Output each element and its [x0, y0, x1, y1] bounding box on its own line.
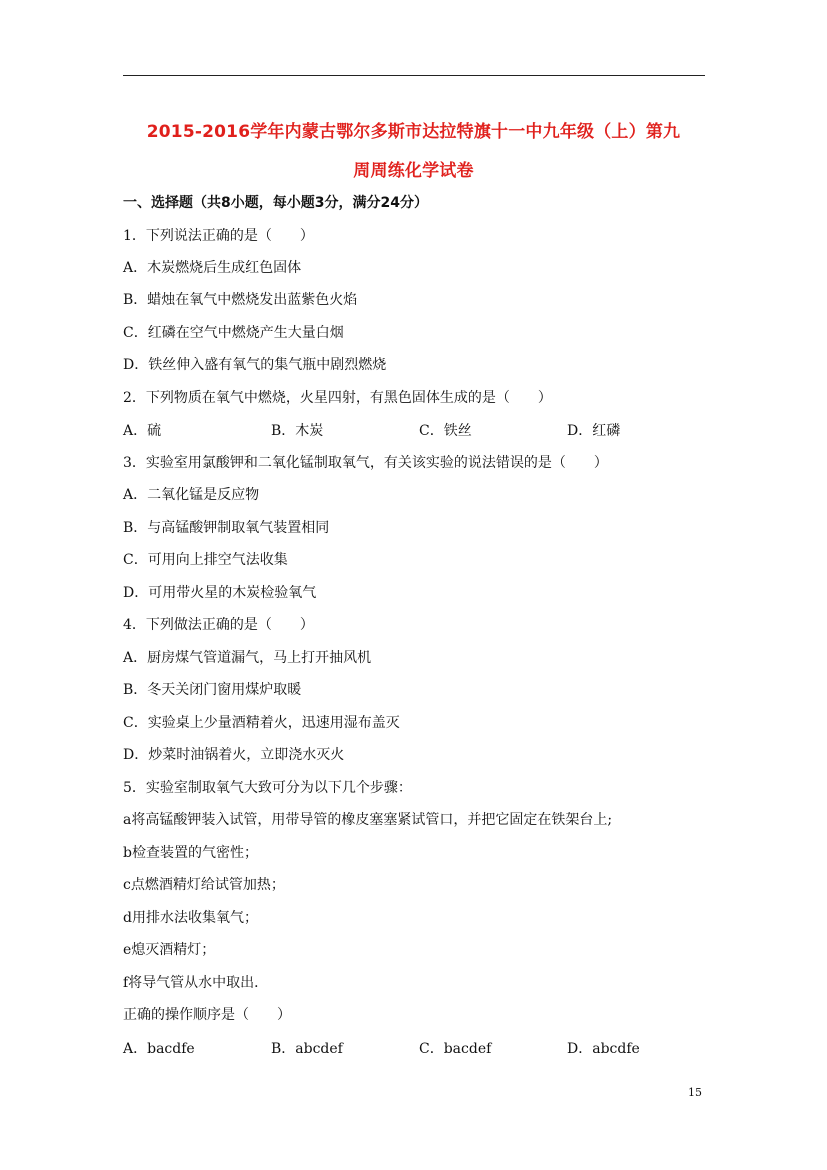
- question-4-option-c: C．实验桌上少量酒精着火，迅速用湿布盖灭: [123, 715, 400, 731]
- section-heading: 一、选择题（共8小题，每小题3分，满分24分）: [123, 195, 428, 211]
- question-5-step-f: f将导气管从水中取出．: [123, 975, 269, 991]
- question-1-stem: 1．下列说法正确的是（ ）: [123, 228, 314, 244]
- page-title-line1: 2015-2016学年内蒙古鄂尔多斯市达拉特旗十一中九年级（上）第九: [146, 122, 681, 142]
- question-5-option-d: D．abcdfe: [567, 1041, 640, 1057]
- question-2-option-c: C．铁丝: [419, 423, 472, 439]
- question-3-stem: 3．实验室用氯酸钾和二氧化锰制取氧气，有关该实验的说法错误的是（ ）: [123, 455, 608, 471]
- question-3-option-a: A．二氧化锰是反应物: [123, 487, 260, 503]
- question-3-option-c: C．可用向上排空气法收集: [123, 552, 288, 568]
- question-3-option-d: D．可用带火星的木炭检验氧气: [123, 585, 317, 601]
- question-5-option-c: C．bacdef: [419, 1041, 492, 1057]
- question-5-step-b: b检查装置的气密性；: [123, 845, 258, 861]
- question-4-option-d: D．炒菜时油锅着火，立即浇水灭火: [123, 747, 345, 763]
- question-5-option-a: A．bacdfe: [123, 1041, 195, 1057]
- question-4-stem: 4．下列做法正确的是（ ）: [123, 617, 314, 633]
- question-1-option-b: B．蜡烛在氧气中燃烧发出蓝紫色火焰: [123, 292, 358, 308]
- question-1-option-a: A．木炭燃烧后生成红色固体: [123, 260, 302, 276]
- question-5-stem: 5．实验室制取氧气大致可分为以下几个步骤：: [123, 780, 412, 796]
- question-5-step-c: c点燃酒精灯给试管加热；: [123, 877, 285, 893]
- question-2-option-b: B．木炭: [271, 423, 324, 439]
- question-4-option-b: B．冬天关闭门窗用煤炉取暖: [123, 682, 302, 698]
- question-2-option-a: A．硫: [123, 423, 162, 439]
- question-1-option-c: C．红磷在空气中燃烧产生大量白烟: [123, 325, 344, 341]
- question-3-option-b: B．与高锰酸钾制取氧气装置相同: [123, 520, 330, 536]
- question-5-step-d: d用排水法收集氧气；: [123, 910, 258, 926]
- page-title-line2: 周周练化学试卷: [353, 161, 474, 181]
- question-4-option-a: A．厨房煤气管道漏气，马上打开抽风机: [123, 650, 372, 666]
- question-5-step-e: e熄灭酒精灯；: [123, 942, 216, 958]
- question-2-option-d: D．红磷: [567, 423, 621, 439]
- question-5-prompt: 正确的操作顺序是（ ）: [123, 1007, 291, 1023]
- question-5-step-a: a将高锰酸钾装入试管，用带导管的橡皮塞塞紧试管口，并把它固定在铁架台上;: [123, 812, 613, 828]
- page-number: 15: [688, 1086, 702, 1099]
- header-rule: [123, 75, 705, 76]
- question-2-stem: 2．下列物质在氧气中燃烧，火星四射，有黑色固体生成的是（ ）: [123, 390, 552, 406]
- question-5-option-b: B．abcdef: [271, 1041, 343, 1057]
- question-1-option-d: D．铁丝伸入盛有氧气的集气瓶中剧烈燃烧: [123, 357, 387, 373]
